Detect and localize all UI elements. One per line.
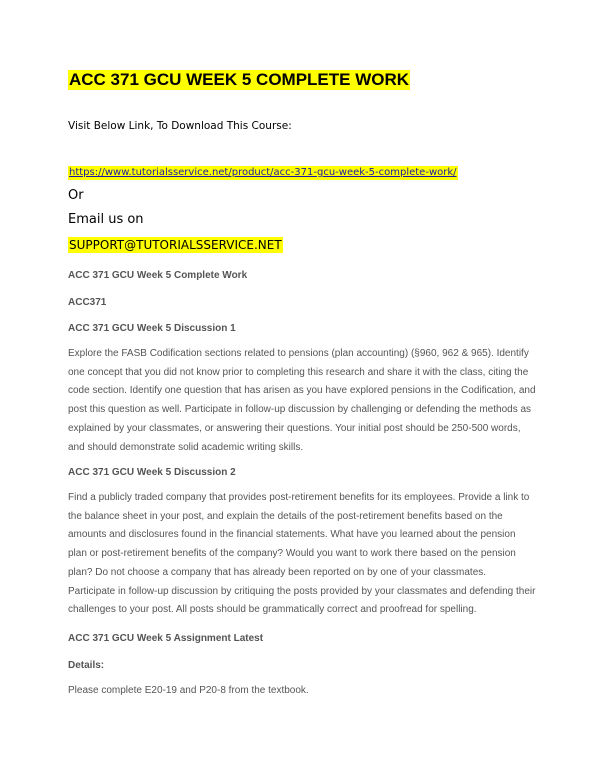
page-title: ACC 371 GCU WEEK 5 COMPLETE WORK — [69, 70, 410, 89]
details-label: Details: — [68, 660, 105, 671]
course-code: ACC371 — [68, 297, 107, 308]
discussion1-body: Explore the FASB Codification sections related to pensions (plan accounting) (§960, 962 & 965). Identify one concept that you did not know prior to completing this research and share it with the class, citing the code section. Identify one question that has arisen as you have explored pensions in the Codification, and post this question as well. Participate in follow-up discussion by challenging or defending the methods as explained by your classmates, or answering their questions. Your initial post should be 250-500 words, and should demonstrate solid academic writing skills. — [68, 348, 536, 453]
email-label: Email us on — [68, 212, 144, 227]
assignment-heading: ACC 371 GCU Week 5 Assignment Latest — [68, 633, 264, 644]
discussion2-heading: ACC 371 GCU Week 5 Discussion 2 — [68, 467, 236, 478]
course-heading: ACC 371 GCU Week 5 Complete Work — [68, 270, 248, 281]
discussion2-body: Find a publicly traded company that provides post-retirement benefits for its employees. Provide a link to the balance sheet in your post, and explain the details of the post-retirement benefits based on the amounts and disclosures found in the financial statements. What have you learned about the pension plan or post-retirement benefits of the company? Would you want to work there based on the pension plan? Do not choose a company that has already been reported on by one of your classmates. Participate in follow-up discussion by critiquing the posts provided by your classmates and defending their challenges to your post. All posts should be grammatically correct and proofread for spelling. — [68, 492, 536, 616]
support-email[interactable]: SUPPORT@TUTORIALSSERVICE.NET — [69, 238, 282, 252]
discussion1-heading: ACC 371 GCU Week 5 Discussion 1 — [68, 323, 236, 334]
or-text: Or — [68, 188, 84, 203]
download-link[interactable]: https://www.tutorialsservice.net/product/acc-371-gcu-week-5-complete-work/ — [69, 167, 457, 178]
visit-instruction: Visit Below Link, To Download This Course: — [68, 120, 292, 132]
assignment-body: Please complete E20-19 and P20-8 from the textbook. — [68, 685, 309, 696]
